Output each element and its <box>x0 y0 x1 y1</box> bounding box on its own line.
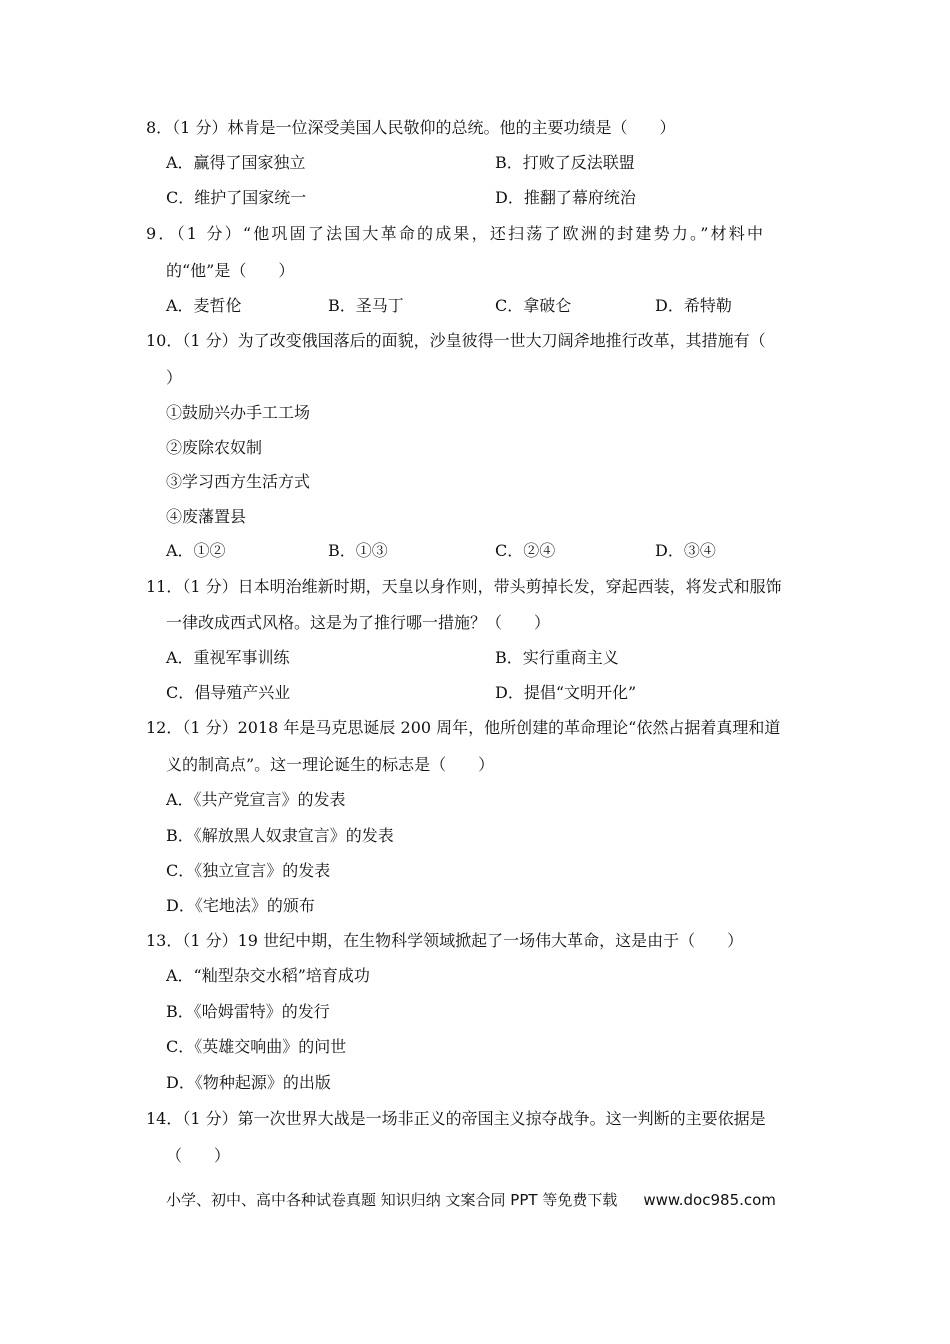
question-13-option-a: A．“籼型杂交水稻”培育成功 <box>166 966 370 985</box>
question-10-stem-line1: 10．（1 分）为了改变俄国落后的面貌，沙皇彼得一世大刀阔斧地推行改革，其措施有（ <box>146 331 766 350</box>
question-10-item-3: ③学习西方生活方式 <box>166 472 311 491</box>
question-9-option-a: A．麦哲伦 <box>166 296 242 315</box>
question-10-option-b: B．①③ <box>328 541 388 560</box>
question-12-option-a: A．《共产党宣言》的发表 <box>166 790 346 809</box>
question-11-option-a: A．重视军事训练 <box>166 648 290 667</box>
question-13-option-b: B．《哈姆雷特》的发行 <box>166 1002 330 1021</box>
question-14-stem-line2: （ ） <box>166 1146 231 1165</box>
question-9-stem-line2: 的“他”是（ ） <box>166 261 295 280</box>
question-8-stem: 8．（1 分）林肯是一位深受美国人民敬仰的总统。他的主要功绩是（ ） <box>146 118 676 137</box>
question-12-option-c: C．《独立宣言》的发表 <box>166 861 331 880</box>
question-14-stem-line1: 14．（1 分）第一次世界大战是一场非正义的帝国主义掠夺战争。这一判断的主要依据是 <box>146 1109 766 1128</box>
question-8-option-d: D．推翻了幕府统治 <box>495 188 636 207</box>
question-8-option-a: A．赢得了国家独立 <box>166 153 306 172</box>
question-9-option-d: D．希特勒 <box>655 296 732 315</box>
question-11-option-d: D．提倡“文明开化” <box>495 683 637 702</box>
question-10-option-c: C．②④ <box>495 541 556 560</box>
question-13-stem: 13．（1 分）19 世纪中期，在生物科学领域掀起了一场伟大革命，这是由于（ ） <box>146 931 744 950</box>
footer-text: 小学、初中、高中各种试卷真题 知识归纳 文案合同 PPT 等免费下载 <box>166 1191 618 1209</box>
question-10-item-4: ④废藩置县 <box>166 507 247 526</box>
question-11-option-c: C．倡导殖产兴业 <box>166 683 291 702</box>
question-10-item-1: ①鼓励兴办手工工场 <box>166 403 311 422</box>
question-12-stem-line1: 12．（1 分）2018 年是马克思诞辰 200 周年，他所创建的革命理论“依然占据着真理和道 <box>146 718 781 737</box>
question-9-option-b: B．圣马丁 <box>328 296 404 315</box>
footer <box>166 1190 776 1210</box>
question-12-stem-line2: 义的制高点”。这一理论诞生的标志是（ ） <box>166 755 495 774</box>
question-12-option-b: B．《解放黑人奴隶宣言》的发表 <box>166 826 394 845</box>
question-10-option-d: D．③④ <box>655 541 716 560</box>
question-13-option-c: C．《英雄交响曲》的问世 <box>166 1037 347 1056</box>
question-8-option-c: C．维护了国家统一 <box>166 188 307 207</box>
question-12-option-d: D．《宅地法》的颁布 <box>166 896 315 915</box>
question-11-stem-line2: 一律改成西式风格。这是为了推行哪一措施？（ ） <box>166 613 551 632</box>
question-9-option-c: C．拿破仑 <box>495 296 572 315</box>
question-10-stem-line2: ） <box>166 368 183 387</box>
footer-site-link[interactable]: www.doc985.com <box>643 1191 776 1209</box>
question-10-option-a: A．①② <box>166 541 226 560</box>
question-13-option-d: D．《物种起源》的出版 <box>166 1073 331 1092</box>
question-11-option-b: B．实行重商主义 <box>495 648 619 667</box>
question-9-stem-line1: 9．（1 分）“他巩固了法国大革命的成果，还扫荡了欧洲的封建势力。”材料中 <box>146 224 766 243</box>
question-8-option-b: B．打败了反法联盟 <box>495 153 635 172</box>
question-11-stem-line1: 11．（1 分）日本明治维新时期，天皇以身作则，带头剪掉长发，穿起西装，将发式和服饰 <box>146 577 782 596</box>
question-10-item-2: ②废除农奴制 <box>166 438 263 457</box>
